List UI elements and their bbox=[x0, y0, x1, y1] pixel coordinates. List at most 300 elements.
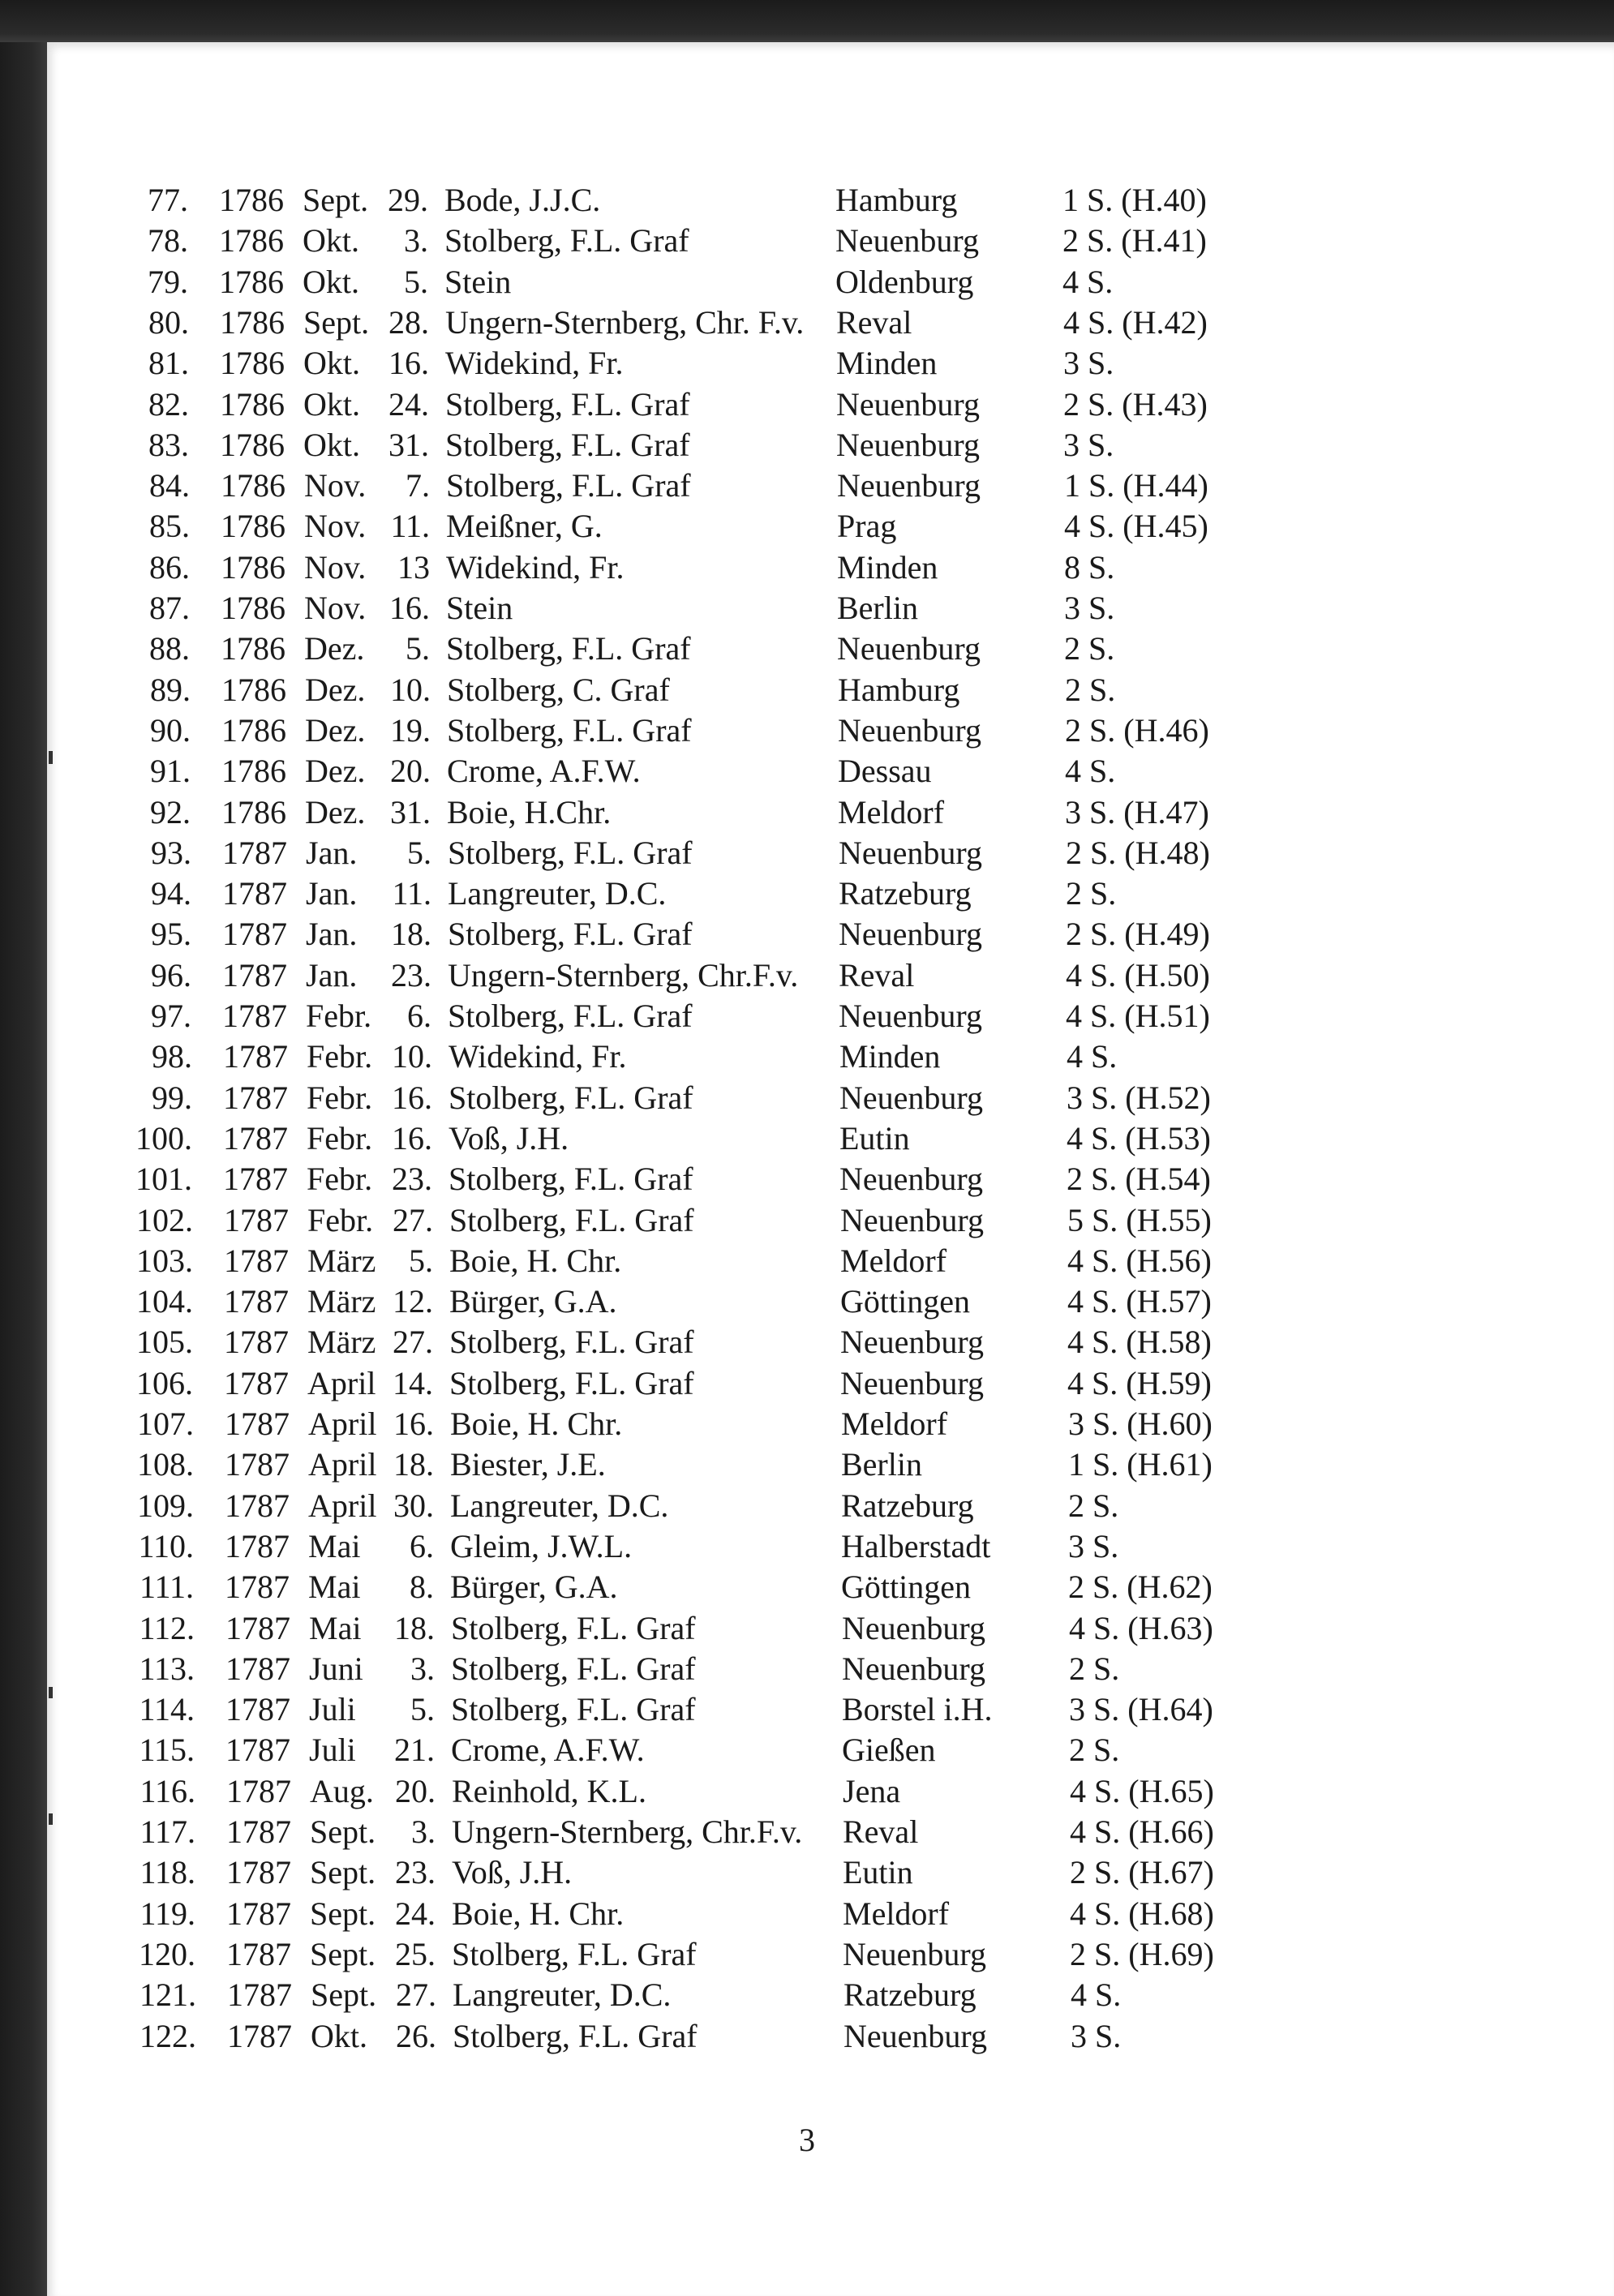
entry-number: 91. bbox=[150, 753, 191, 789]
entry-place: Neuenburg bbox=[840, 1324, 984, 1360]
entry-place: Göttingen bbox=[841, 1569, 971, 1605]
entry-place: Neuenburg bbox=[839, 916, 982, 952]
entry-day: 5. bbox=[404, 264, 428, 300]
entry-day: 5. bbox=[406, 630, 430, 667]
entry-place: Eutin bbox=[843, 1854, 913, 1890]
entry-month: Okt. bbox=[303, 264, 359, 300]
entry-year: 1786 bbox=[221, 630, 285, 667]
entry-day: 11. bbox=[392, 875, 431, 912]
entry-place: Meldorf bbox=[838, 794, 945, 830]
entry-number: 106. bbox=[136, 1365, 193, 1401]
entry-day: 23. bbox=[395, 1854, 436, 1890]
entry-correspondent: Ungern-Sternberg, Chr.F.v. bbox=[448, 957, 799, 994]
entry-year: 1786 bbox=[221, 672, 286, 708]
entry-year: 1787 bbox=[225, 1487, 290, 1524]
entry-correspondent: Stolberg, F.L. Graf bbox=[449, 1365, 694, 1401]
entry-year: 1787 bbox=[226, 1854, 291, 1890]
entry-year: 1787 bbox=[224, 1283, 289, 1320]
entry-correspondent: Bode, J.J.C. bbox=[444, 182, 601, 218]
entry-number: 117. bbox=[140, 1813, 195, 1850]
entry-correspondent: Gleim, J.W.L. bbox=[450, 1528, 633, 1564]
entry-place: Minden bbox=[839, 1038, 941, 1075]
entry-correspondent: Stolberg, F.L. Graf bbox=[448, 998, 693, 1034]
entry-year: 1787 bbox=[226, 1895, 291, 1932]
entry-place: Neuenburg bbox=[843, 2018, 987, 2054]
entry-day: 19. bbox=[390, 712, 431, 749]
entry-number: 78. bbox=[148, 222, 188, 259]
entry-pages: 4 S. (H.50) bbox=[1066, 957, 1210, 994]
entry-pages: 4 S. (H.57) bbox=[1067, 1283, 1212, 1320]
entry-day: 5. bbox=[410, 1691, 435, 1727]
entry-number: 112. bbox=[139, 1610, 195, 1646]
entry-year: 1787 bbox=[227, 1976, 292, 2013]
entry-place: Neuenburg bbox=[839, 1161, 983, 1197]
entry-month: Febr. bbox=[307, 1038, 373, 1075]
entry-pages: 3 S. (H.60) bbox=[1068, 1405, 1213, 1442]
entry-year: 1787 bbox=[224, 1202, 289, 1238]
entry-correspondent: Boie, H. Chr. bbox=[452, 1895, 625, 1932]
entry-year: 1787 bbox=[222, 998, 287, 1034]
entry-place: Ratzeburg bbox=[843, 1976, 977, 2013]
entry-day: 26. bbox=[396, 2018, 436, 2054]
entry-place: Jena bbox=[843, 1773, 901, 1809]
entry-year: 1787 bbox=[226, 1936, 291, 1972]
entry-year: 1787 bbox=[224, 1365, 289, 1401]
entry-year: 1786 bbox=[220, 304, 285, 341]
entry-month: Jan. bbox=[306, 957, 358, 994]
entry-number: 103. bbox=[136, 1242, 193, 1279]
entry-correspondent: Stolberg, F.L. Graf bbox=[449, 1079, 693, 1116]
entry-number: 113. bbox=[139, 1650, 195, 1687]
entry-number: 115. bbox=[139, 1732, 195, 1768]
entry-day: 20. bbox=[390, 753, 431, 789]
entry-year: 1786 bbox=[221, 753, 286, 789]
entry-number: 116. bbox=[140, 1773, 195, 1809]
entry-pages: 4 S. (H.58) bbox=[1067, 1324, 1212, 1360]
entry-pages: 4 S. (H.66) bbox=[1070, 1813, 1214, 1850]
entry-place: Berlin bbox=[837, 590, 918, 626]
entry-month: Okt. bbox=[311, 2018, 367, 2054]
entry-year: 1787 bbox=[226, 1773, 291, 1809]
entry-number: 100. bbox=[135, 1120, 192, 1157]
entry-pages: 4 S. (H.59) bbox=[1067, 1365, 1212, 1401]
entry-pages: 2 S. (H.54) bbox=[1067, 1161, 1211, 1197]
entry-day: 18. bbox=[394, 1610, 435, 1646]
entry-day: 14. bbox=[393, 1365, 433, 1401]
entry-day: 23. bbox=[392, 1161, 432, 1197]
entry-month: März bbox=[307, 1283, 376, 1320]
entry-year: 1786 bbox=[219, 222, 284, 259]
entry-pages: 2 S. bbox=[1068, 1487, 1119, 1524]
entry-number: 111. bbox=[139, 1569, 194, 1605]
entry-place: Neuenburg bbox=[838, 712, 981, 749]
entry-number: 87. bbox=[149, 590, 190, 626]
entry-month: Dez. bbox=[304, 630, 365, 667]
entry-pages: 3 S. bbox=[1064, 590, 1115, 626]
entry-place: Reval bbox=[836, 304, 912, 341]
entry-pages: 4 S. (H.51) bbox=[1066, 998, 1210, 1034]
entry-correspondent: Stolberg, F.L. Graf bbox=[447, 712, 692, 749]
entry-month: Sept. bbox=[311, 1976, 377, 2013]
entry-year: 1787 bbox=[225, 1650, 290, 1687]
entry-number: 88. bbox=[149, 630, 190, 667]
entry-correspondent: Boie, H. Chr. bbox=[450, 1405, 623, 1442]
entry-correspondent: Reinhold, K.L. bbox=[452, 1773, 646, 1809]
entry-pages: 4 S. (H.68) bbox=[1070, 1895, 1214, 1932]
entry-correspondent: Boie, H. Chr. bbox=[449, 1242, 622, 1279]
entry-number: 89. bbox=[150, 672, 191, 708]
entry-year: 1786 bbox=[219, 182, 284, 218]
entry-month: Juni bbox=[309, 1650, 363, 1687]
entry-correspondent: Stolberg, F.L. Graf bbox=[451, 1650, 696, 1687]
entry-month: Nov. bbox=[304, 590, 367, 626]
entry-number: 85. bbox=[149, 508, 190, 544]
entry-pages: 1 S. (H.40) bbox=[1062, 182, 1207, 218]
entry-year: 1787 bbox=[222, 916, 287, 952]
entry-correspondent: Crome, A.F.W. bbox=[447, 753, 641, 789]
entry-place: Neuenburg bbox=[837, 630, 981, 667]
entry-place: Neuenburg bbox=[840, 1365, 984, 1401]
entry-month: Mai bbox=[308, 1528, 361, 1564]
entry-month: Dez. bbox=[305, 672, 366, 708]
entry-place: Neuenburg bbox=[839, 998, 982, 1034]
entry-day: 16. bbox=[388, 345, 429, 381]
entry-day: 24. bbox=[395, 1895, 436, 1932]
entry-number: 93. bbox=[151, 835, 191, 871]
entry-number: 114. bbox=[139, 1691, 195, 1727]
entry-month: Aug. bbox=[310, 1773, 374, 1809]
entry-day: 16. bbox=[389, 590, 430, 626]
entry-day: 27. bbox=[393, 1202, 433, 1238]
entry-correspondent: Widekind, Fr. bbox=[446, 549, 625, 586]
entry-pages: 2 S. (H.62) bbox=[1068, 1569, 1213, 1605]
entry-year: 1787 bbox=[224, 1324, 289, 1360]
entry-place: Hamburg bbox=[838, 672, 960, 708]
entry-correspondent: Stolberg, F.L. Graf bbox=[446, 630, 691, 667]
entry-year: 1787 bbox=[225, 1446, 290, 1483]
entry-month: Dez. bbox=[305, 712, 366, 749]
entry-month: Mai bbox=[308, 1569, 361, 1605]
entry-month: Febr. bbox=[307, 1202, 374, 1238]
entry-year: 1787 bbox=[222, 835, 287, 871]
entry-month: Jan. bbox=[306, 835, 358, 871]
entry-number: 97. bbox=[151, 998, 191, 1034]
entry-number: 118. bbox=[140, 1854, 195, 1890]
entry-day: 16. bbox=[392, 1079, 432, 1116]
entry-correspondent: Stolberg, F.L. Graf bbox=[448, 835, 693, 871]
entry-day: 25. bbox=[395, 1936, 436, 1972]
entry-place: Gießen bbox=[842, 1732, 936, 1768]
entry-year: 1787 bbox=[223, 1079, 288, 1116]
entry-month: Jan. bbox=[306, 916, 358, 952]
entry-number: 110. bbox=[138, 1528, 194, 1564]
entry-year: 1787 bbox=[226, 1813, 291, 1850]
entry-month: Sept. bbox=[310, 1936, 376, 1972]
entry-day: 16. bbox=[392, 1120, 432, 1157]
page-number: 3 bbox=[799, 2122, 815, 2158]
entry-day: 30. bbox=[393, 1487, 434, 1524]
entry-correspondent: Ungern-Sternberg, Chr.F.v. bbox=[452, 1813, 803, 1850]
entry-correspondent: Ungern-Sternberg, Chr. F.v. bbox=[445, 304, 805, 341]
entry-correspondent: Stolberg, F.L. Graf bbox=[449, 1161, 693, 1197]
entry-correspondent: Stolberg, F.L. Graf bbox=[448, 916, 693, 952]
entry-year: 1786 bbox=[221, 549, 285, 586]
entry-year: 1786 bbox=[221, 794, 286, 830]
entry-place: Neuenburg bbox=[836, 427, 980, 463]
entry-correspondent: Widekind, Fr. bbox=[449, 1038, 627, 1075]
entry-number: 84. bbox=[149, 467, 190, 504]
entry-number: 109. bbox=[137, 1487, 194, 1524]
entry-year: 1786 bbox=[220, 386, 285, 423]
entry-correspondent: Stolberg, F.L. Graf bbox=[444, 222, 689, 259]
entry-number: 101. bbox=[135, 1161, 192, 1197]
entry-year: 1787 bbox=[223, 1038, 288, 1075]
entry-number: 122. bbox=[140, 2018, 196, 2054]
entry-pages: 8 S. bbox=[1064, 549, 1115, 586]
entry-month: April bbox=[308, 1405, 377, 1442]
entry-year: 1786 bbox=[221, 508, 285, 544]
entry-month: März bbox=[307, 1242, 376, 1279]
entry-year: 1787 bbox=[223, 1161, 288, 1197]
entry-pages: 2 S. bbox=[1065, 672, 1116, 708]
entry-year: 1787 bbox=[224, 1242, 289, 1279]
entry-number: 86. bbox=[149, 549, 190, 586]
entry-place: Neuenburg bbox=[842, 1650, 985, 1687]
entry-year: 1786 bbox=[220, 345, 285, 381]
entry-pages: 3 S. (H.52) bbox=[1067, 1079, 1211, 1116]
entry-pages: 2 S. (H.43) bbox=[1063, 386, 1208, 423]
entry-day: 16. bbox=[393, 1405, 434, 1442]
entry-correspondent: Stolberg, F.L. Graf bbox=[445, 427, 690, 463]
entry-day: 23. bbox=[391, 957, 431, 994]
entry-pages: 4 S. (H.63) bbox=[1069, 1610, 1213, 1646]
entry-month: April bbox=[308, 1446, 377, 1483]
entry-month: Nov. bbox=[304, 508, 367, 544]
entry-correspondent: Crome, A.F.W. bbox=[451, 1732, 645, 1768]
entry-pages: 2 S. bbox=[1066, 875, 1117, 912]
entry-number: 95. bbox=[151, 916, 191, 952]
entry-day: 24. bbox=[388, 386, 429, 423]
entry-pages: 4 S. bbox=[1067, 1038, 1118, 1075]
entry-place: Neuenburg bbox=[837, 467, 981, 504]
entry-place: Berlin bbox=[841, 1446, 922, 1483]
entry-number: 121. bbox=[140, 1976, 196, 2013]
entry-number: 82. bbox=[148, 386, 189, 423]
entry-year: 1786 bbox=[220, 427, 285, 463]
entry-pages: 3 S. bbox=[1063, 427, 1114, 463]
entry-place: Borstel i.H. bbox=[842, 1691, 993, 1727]
entry-month: Sept. bbox=[303, 304, 370, 341]
entry-month: Febr. bbox=[307, 1120, 373, 1157]
entry-correspondent: Voß, J.H. bbox=[452, 1854, 573, 1890]
entry-correspondent: Boie, H.Chr. bbox=[447, 794, 612, 830]
entry-number: 96. bbox=[151, 957, 191, 994]
entry-correspondent: Stolberg, C. Graf bbox=[447, 672, 670, 708]
entry-place: Neuenburg bbox=[843, 1936, 986, 1972]
entry-number: 99. bbox=[152, 1079, 192, 1116]
entry-month: Mai bbox=[309, 1610, 362, 1646]
entry-month: Sept. bbox=[303, 182, 369, 218]
entry-pages: 4 S. (H.42) bbox=[1063, 304, 1208, 341]
entry-number: 92. bbox=[150, 794, 191, 830]
entry-correspondent: Stolberg, F.L. Graf bbox=[449, 1324, 694, 1360]
entry-month: Sept. bbox=[310, 1895, 376, 1932]
entry-month: Sept. bbox=[310, 1813, 376, 1850]
entry-place: Göttingen bbox=[840, 1283, 970, 1320]
entry-number: 79. bbox=[148, 264, 188, 300]
entry-correspondent: Langreuter, D.C. bbox=[453, 1976, 672, 2013]
entry-correspondent: Stein bbox=[446, 590, 513, 626]
entry-place: Dessau bbox=[838, 753, 932, 789]
entry-number: 107. bbox=[137, 1405, 194, 1442]
entry-month: Juli bbox=[309, 1732, 356, 1768]
entry-correspondent: Meißner, G. bbox=[446, 508, 603, 544]
entry-correspondent: Widekind, Fr. bbox=[445, 345, 624, 381]
entry-day: 27. bbox=[393, 1324, 433, 1360]
entry-correspondent: Stolberg, F.L. Graf bbox=[452, 1936, 697, 1972]
entry-pages: 2 S. bbox=[1069, 1650, 1120, 1687]
entry-year: 1787 bbox=[225, 1610, 290, 1646]
entry-place: Neuenburg bbox=[839, 1079, 983, 1116]
entry-day: 27. bbox=[396, 1976, 436, 2013]
entry-month: Nov. bbox=[304, 549, 367, 586]
entry-day: 10. bbox=[392, 1038, 432, 1075]
entry-correspondent: Stein bbox=[444, 264, 512, 300]
entry-day: 31. bbox=[388, 427, 429, 463]
entry-number: 120. bbox=[139, 1936, 195, 1972]
entry-place: Meldorf bbox=[841, 1405, 948, 1442]
entry-correspondent: Stolberg, F.L. Graf bbox=[451, 1691, 696, 1727]
entry-place: Neuenburg bbox=[840, 1202, 984, 1238]
entry-year: 1787 bbox=[227, 2018, 292, 2054]
entry-year: 1786 bbox=[221, 467, 285, 504]
entry-number: 108. bbox=[137, 1446, 194, 1483]
entry-month: Febr. bbox=[306, 998, 372, 1034]
entry-pages: 1 S. (H.61) bbox=[1068, 1446, 1213, 1483]
entry-month: Febr. bbox=[307, 1161, 373, 1197]
entry-pages: 4 S. (H.65) bbox=[1070, 1773, 1214, 1809]
entry-pages: 2 S. bbox=[1069, 1732, 1120, 1768]
entry-month: Okt. bbox=[303, 222, 359, 259]
entry-year: 1787 bbox=[222, 875, 287, 912]
entry-place: Hamburg bbox=[835, 182, 958, 218]
entry-day: 18. bbox=[393, 1446, 434, 1483]
entry-correspondent: Stolberg, F.L. Graf bbox=[445, 386, 690, 423]
entry-year: 1786 bbox=[221, 712, 286, 749]
entry-day: 31. bbox=[390, 794, 431, 830]
entry-number: 98. bbox=[152, 1038, 192, 1075]
entry-place: Ratzeburg bbox=[839, 875, 972, 912]
entry-correspondent: Langreuter, D.C. bbox=[448, 875, 667, 912]
entry-pages: 2 S. (H.69) bbox=[1070, 1936, 1214, 1972]
entry-place: Neuenburg bbox=[835, 222, 979, 259]
entry-correspondent: Voß, J.H. bbox=[449, 1120, 569, 1157]
entry-pages: 4 S. (H.56) bbox=[1067, 1242, 1212, 1279]
entry-number: 104. bbox=[136, 1283, 193, 1320]
entry-pages: 3 S. (H.47) bbox=[1065, 794, 1209, 830]
entry-number: 77. bbox=[148, 182, 188, 218]
entry-pages: 2 S. (H.48) bbox=[1066, 835, 1210, 871]
entry-month: Sept. bbox=[310, 1854, 376, 1890]
entry-day: 5. bbox=[409, 1242, 433, 1279]
entry-correspondent: Stolberg, F.L. Graf bbox=[446, 467, 691, 504]
entry-pages: 3 S. bbox=[1068, 1528, 1119, 1564]
entry-month: Nov. bbox=[304, 467, 367, 504]
entry-day: 3. bbox=[411, 1813, 436, 1850]
entry-day: 12. bbox=[393, 1283, 433, 1320]
entry-place: Neuenburg bbox=[839, 835, 982, 871]
entry-pages: 4 S. bbox=[1062, 264, 1114, 300]
entry-day: 7. bbox=[406, 467, 430, 504]
entry-correspondent: Bürger, G.A. bbox=[450, 1569, 618, 1605]
entry-place: Ratzeburg bbox=[841, 1487, 974, 1524]
entry-place: Eutin bbox=[839, 1120, 910, 1157]
entry-pages: 4 S. (H.53) bbox=[1067, 1120, 1211, 1157]
entry-year: 1786 bbox=[221, 590, 285, 626]
entry-month: April bbox=[308, 1487, 377, 1524]
entry-day: 13 bbox=[397, 549, 430, 586]
entry-year: 1787 bbox=[225, 1732, 290, 1768]
entry-correspondent: Biester, J.E. bbox=[450, 1446, 606, 1483]
entry-year: 1787 bbox=[225, 1569, 290, 1605]
entry-pages: 5 S. (H.55) bbox=[1067, 1202, 1212, 1238]
entry-month: Febr. bbox=[307, 1079, 373, 1116]
entry-day: 5. bbox=[407, 835, 431, 871]
entry-pages: 4 S. bbox=[1065, 753, 1116, 789]
entry-month: April bbox=[307, 1365, 376, 1401]
entry-place: Neuenburg bbox=[842, 1610, 985, 1646]
entry-year: 1787 bbox=[223, 1120, 288, 1157]
entry-month: Okt. bbox=[303, 345, 360, 381]
entry-pages: 3 S. bbox=[1063, 345, 1114, 381]
entry-day: 8. bbox=[410, 1569, 434, 1605]
entry-year: 1787 bbox=[225, 1405, 290, 1442]
entry-correspondent: Langreuter, D.C. bbox=[450, 1487, 669, 1524]
entry-correspondent: Bürger, G.A. bbox=[449, 1283, 617, 1320]
entry-place: Oldenburg bbox=[835, 264, 974, 300]
entry-place: Halberstadt bbox=[841, 1528, 991, 1564]
entry-day: 28. bbox=[388, 304, 429, 341]
entry-number: 80. bbox=[148, 304, 189, 341]
entry-correspondent: Stolberg, F.L. Graf bbox=[449, 1202, 694, 1238]
entry-number: 105. bbox=[136, 1324, 193, 1360]
entry-month: Dez. bbox=[305, 794, 366, 830]
entry-day: 10. bbox=[390, 672, 431, 708]
entry-month: Okt. bbox=[303, 386, 360, 423]
entry-number: 119. bbox=[140, 1895, 195, 1932]
entry-pages: 2 S. (H.41) bbox=[1062, 222, 1207, 259]
entry-day: 20. bbox=[395, 1773, 436, 1809]
entry-pages: 4 S. bbox=[1071, 1976, 1122, 2013]
entry-pages: 3 S. (H.64) bbox=[1069, 1691, 1213, 1727]
entry-month: Okt. bbox=[303, 427, 360, 463]
entry-pages: 2 S. (H.67) bbox=[1070, 1854, 1214, 1890]
entry-year: 1787 bbox=[225, 1691, 290, 1727]
entry-pages: 3 S. bbox=[1071, 2018, 1122, 2054]
entry-day: 11. bbox=[390, 508, 430, 544]
entry-correspondent: Stolberg, F.L. Graf bbox=[451, 1610, 696, 1646]
entry-day: 3. bbox=[404, 222, 428, 259]
entry-pages: 1 S. (H.44) bbox=[1064, 467, 1208, 504]
entry-number: 83. bbox=[148, 427, 189, 463]
entry-place: Reval bbox=[839, 957, 915, 994]
entry-number: 102. bbox=[136, 1202, 193, 1238]
entry-place: Meldorf bbox=[843, 1895, 950, 1932]
entry-day: 6. bbox=[407, 998, 431, 1034]
entry-place: Minden bbox=[836, 345, 938, 381]
entry-year: 1787 bbox=[222, 957, 287, 994]
entry-month: März bbox=[307, 1324, 376, 1360]
